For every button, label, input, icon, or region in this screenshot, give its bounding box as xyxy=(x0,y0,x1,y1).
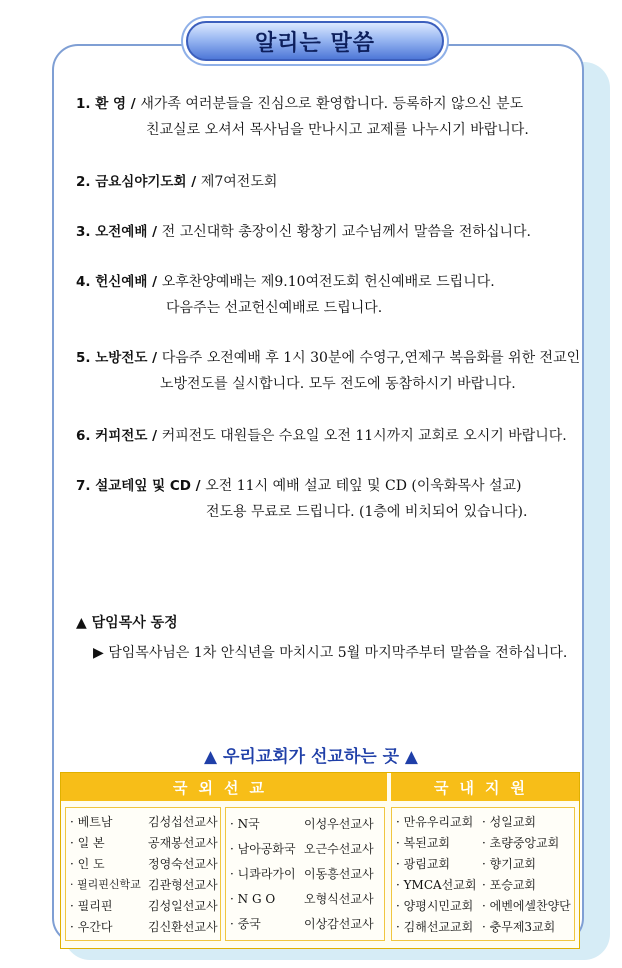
list-item: · N국 이성우선교사 xyxy=(230,817,374,831)
list-item: · 필리핀 김성일선교사 xyxy=(70,899,218,913)
overseas-column-1 xyxy=(65,807,221,941)
notice-continuation: 전도용 무료로 드립니다. (1층에 비치되어 있습니다). xyxy=(206,504,528,520)
notice-item: 3. 오전예배 / 전 고신대학 총장이신 황창기 교수님께서 말씀을 전하십니다. xyxy=(76,224,531,240)
list-item: · 양평시민교회 · 에벤에셀찬양단 xyxy=(396,899,571,913)
domestic-header: 국내지원 xyxy=(391,773,579,801)
list-item: · 베트남 김성섭선교사 xyxy=(70,815,218,829)
overseas-header: 국외선교 xyxy=(61,773,387,801)
list-item: · 필리핀신학교 김관형선교사 xyxy=(70,878,218,892)
list-item: · 복된교회 · 초량중앙교회 xyxy=(396,836,560,850)
list-item: · 우간다 김신환선교사 xyxy=(70,920,218,934)
mission-table xyxy=(60,772,580,949)
list-item: · 김해선교교회 · 충무제3교회 xyxy=(396,920,556,934)
notice-continuation: 노방전도를 실시합니다. 모두 전도에 동참하시기 바랍니다. xyxy=(160,376,516,392)
mission-title: ▲ 우리교회가 선교하는 곳 ▲ xyxy=(203,747,419,767)
pastor-news-title: ▲ 담임목사 동정 xyxy=(76,615,178,631)
list-item: · 일 본 공재봉선교사 xyxy=(70,836,218,850)
notice-item: 7. 설교테잎 및 CD / 오전 11시 예배 설교 테잎 및 CD (이욱화목사 설교) xyxy=(76,478,522,494)
list-item: · 만유우리교회 · 성일교회 xyxy=(396,815,536,829)
list-item: · 남아공화국 오근수선교사 xyxy=(230,842,374,856)
page-title: 알리는 말씀 xyxy=(186,21,444,61)
notice-item: 1. 환 영 / 새가족 여러분들을 진심으로 환영합니다. 등록하지 않으신 분도 xyxy=(76,96,524,112)
overseas-column-2 xyxy=(225,807,385,941)
domestic-column xyxy=(391,807,575,941)
notice-item: 2. 금요심야기도회 / 제7여전도회 xyxy=(76,174,278,190)
notice-item: 4. 헌신예배 / 오후찬양예배는 제9.10여전도회 헌신예배로 드립니다. xyxy=(76,274,495,290)
pastor-news-text: ▶ 담임목사님은 1차 안식년을 마치시고 5월 마지막주부터 말씀을 전하십니다. xyxy=(93,645,568,661)
list-item: · 중국 이상감선교사 xyxy=(230,917,374,931)
list-item: · 인 도 정영숙선교사 xyxy=(70,857,218,871)
list-item: · 니콰라가이 이동흥선교사 xyxy=(230,867,374,881)
notice-continuation: 친교실로 오셔서 목사님을 만나시고 교제를 나누시기 바랍니다. xyxy=(146,122,529,138)
notice-continuation: 다음주는 선교헌신예배로 드립니다. xyxy=(166,300,383,316)
notice-item: 5. 노방전도 / 다음주 오전예배 후 1시 30분에 수영구,연제구 복음화를 위한 전교인 xyxy=(76,350,581,366)
list-item: · YMCA선교회 · 포승교회 xyxy=(396,878,536,892)
list-item: · 광림교회 · 향기교회 xyxy=(396,857,536,871)
list-item: · N G O 오형식선교사 xyxy=(230,892,374,906)
notice-item: 6. 커피전도 / 커피전도 대원들은 수요일 오전 11시까지 교회로 오시기 바랍니다. xyxy=(76,428,567,444)
